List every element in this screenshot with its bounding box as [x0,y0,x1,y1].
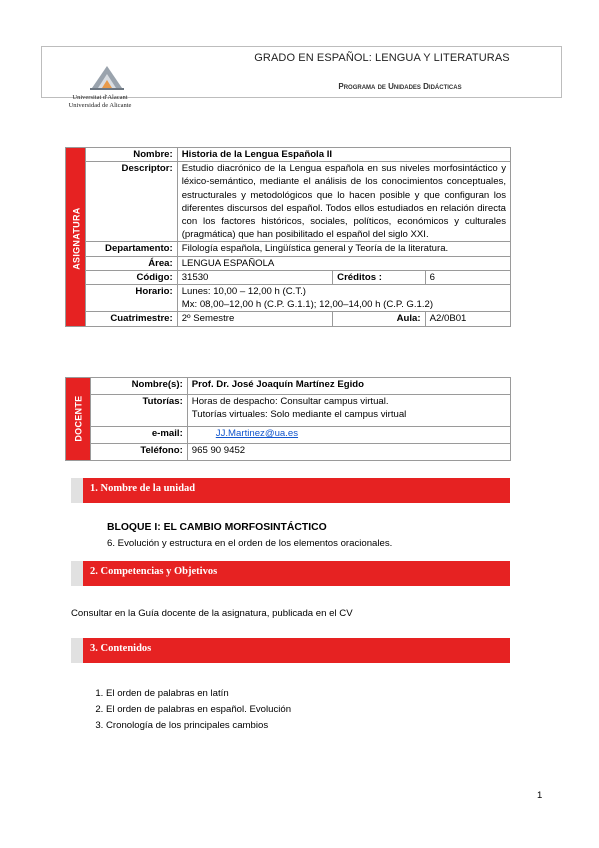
docente-side-label: DOCENTE [66,378,91,461]
section-3-title: 3. Contenidos [90,643,152,654]
codigo-label: Código: [86,270,177,284]
section-3-bar [71,638,510,663]
header-title: GRADO EN ESPAÑOL: LENGUA Y LITERATURAS [254,52,510,64]
departamento-label: Departamento: [86,242,177,256]
creditos-value: 6 [425,270,510,284]
horario-line-1: Lunes: 10,00 – 12,00 h (C.T.) [181,286,306,298]
page-number: 1 [537,790,543,801]
tutorias-line-2: Tutorías virtuales: Solo mediante el campus virtual [191,409,407,421]
competencias-text: Consultar en la Guía docente de la asignatura, publicada en el CV [71,608,353,619]
email-link[interactable]: JJ.Martinez@ua.es [215,428,299,440]
docente-name: Prof. Dr. José Joaquín Martínez Egido [187,378,510,395]
tutorias-label: Tutorías: [90,394,187,426]
email-label: e-mail: [90,427,187,444]
codigo-value: 31530 [177,270,332,284]
section-1-bar [71,478,510,503]
asignatura-name: Historia de la Lengua Española II [177,148,510,162]
header-subtitle: Programa de Unidades Didácticas [338,82,462,91]
contenidos-list [70,686,291,734]
aula-label: Aula: [333,312,425,326]
horario-value [177,285,510,312]
email-cell [187,427,510,444]
unidad-item: 6. Evolución y estructura en el orden de los elementos oracionales. [107,538,393,549]
section-2-title: 2. Competencias y Objetivos [90,566,218,577]
area-label: Área: [86,256,177,270]
horario-line-2: Mx: 08,00–12,00 h (C.P. G.1.1); 12,00–14,00 h (C.P. G.1.2) [181,299,434,311]
section-2-tab [71,561,83,586]
cuatrimestre-label: Cuatrimestre: [86,312,177,326]
descriptor-label: Descriptor: [86,162,177,242]
university-name: Universitat d'Alacant Universidad de Alicante [68,94,132,109]
section-3-tab [71,638,83,663]
bloque-title: BLOQUE I: EL CAMBIO MORFOSINTÁCTICO [107,522,327,533]
telefono-label: Teléfono: [90,444,187,461]
descriptor-text: Estudio diacrónico de la Lengua española en sus niveles morfosintáctico y léxico-semántico, mediante el análisis de los conocimientos conceptuales, estructurales y metodológicos que lo hacen posible y que configuran los diferentes discursos del español. Todos ellos estudiados en relación directa con los factores históricos, sociales, políticos, económicos y culturales (pragmática) que han posibilitado el español del siglo XXI. [177,162,510,242]
asignatura-table [65,147,511,327]
section-2-bar [71,561,510,586]
list-item: 1. El orden de palabras en latín [106,686,291,702]
nombre-label: Nombre: [86,148,177,162]
asignatura-side-label: ASIGNATURA [66,148,86,327]
docente-table [65,377,511,461]
creditos-label: Créditos : [333,270,425,284]
horario-label: Horario: [86,285,177,312]
tutorias-value [187,394,510,426]
university-logo-icon [72,58,142,92]
tutorias-line-1: Horas de despacho: Consultar campus virtual. [191,395,389,407]
section-1-title: 1. Nombre de la unidad [90,483,196,494]
departamento-value: Filología española, Lingüística general y Teoría de la literatura. [177,242,510,256]
list-item: 2. El orden de palabras en español. Evolución [106,702,291,718]
area-value: LENGUA ESPAÑOLA [177,256,510,270]
cuatrimestre-value: 2º Semestre [177,312,332,326]
section-1-tab [71,478,83,503]
nombres-label: Nombre(s): [90,378,187,395]
aula-value: A2/0B01 [425,312,510,326]
telefono-value: 965 90 9452 [187,444,510,461]
list-item: 3. Cronología de los principales cambios [106,718,291,734]
